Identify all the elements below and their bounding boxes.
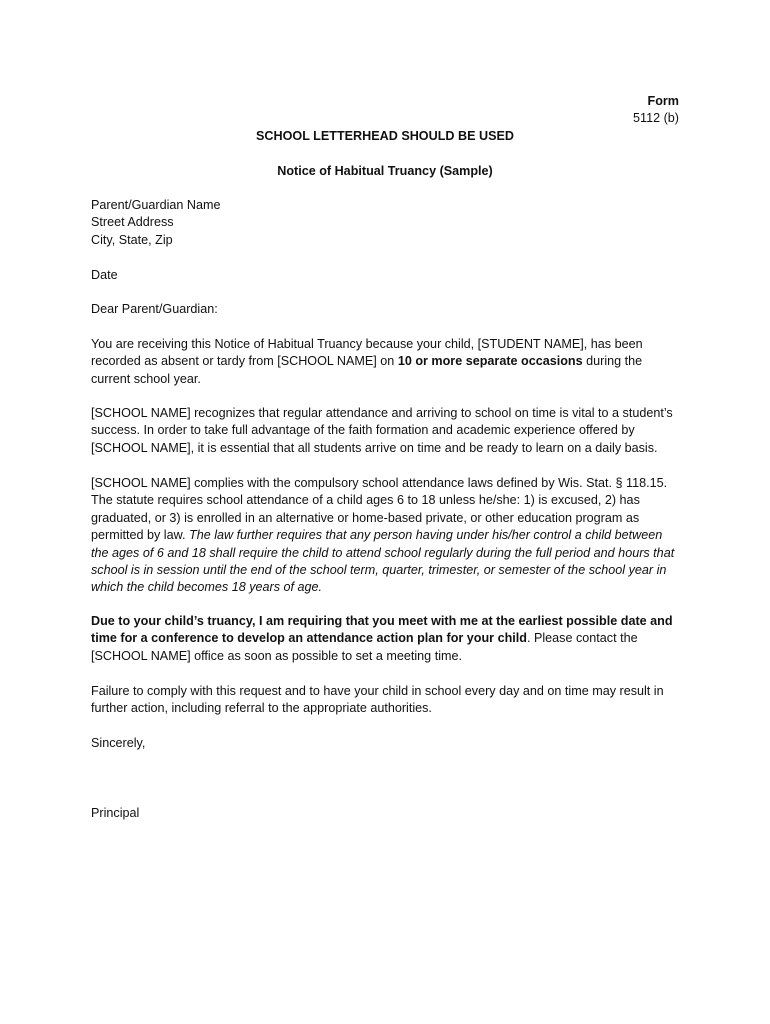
recipient-address <box>91 197 683 249</box>
letterhead-note: SCHOOL LETTERHEAD SHOULD BE USED <box>256 129 514 143</box>
recipient-street: Street Address <box>91 215 174 230</box>
closing: Sincerely, <box>91 736 146 750</box>
paragraph-meeting-bold: Due to your child’s truancy, I am requiring that you meet with me at the earliest possible date and time for a conference to develop an attendance action plan for your child <box>91 614 673 646</box>
signature-title: Principal <box>91 806 140 820</box>
salutation: Dear Parent/Guardian: <box>91 302 218 316</box>
paragraph-notice-bold: 10 or more separate occasions <box>397 354 583 369</box>
form-number: 5112 (b) <box>633 111 679 126</box>
paragraph-notice <box>91 336 683 388</box>
paragraph-notice-text-a: You are receiving this Notice of Habitual Truancy because your child, [STUDENT NAME], has been recorded as absent or tardy from [SCHOOL NAME] on <box>91 337 643 369</box>
paragraph-meeting-text: . Please contact the [SCHOOL NAME] office as soon as possible to set a meeting time. <box>91 631 638 663</box>
recipient-name: Parent/Guardian Name <box>91 198 221 212</box>
form-label <box>633 93 679 128</box>
paragraph-notice-text-b: during the current school year. <box>91 354 643 386</box>
paragraph-meeting <box>91 613 683 665</box>
letter-date: Date <box>91 268 118 282</box>
paragraph-attendance: [SCHOOL NAME] recognizes that regular attendance and arriving to school on time is vital to a student’s success. In order to take full advantage of the faith formation and academic experience offered by [SCHOOL NAME], it is essential that all students arrive on time and be ready to learn on a daily basis. <box>91 406 673 455</box>
paragraph-statute-text: [SCHOOL NAME] complies with the compulsory school attendance laws defined by Wis. Stat. § 118.15. The statute requires school attendance of a child ages 6 to 18 unless he/she: 1) is excused, 2) has graduated, or 3) is enrolled in an alternative or home-based private, or other education program as permitted by law. <box>91 476 668 543</box>
notice-title: Notice of Habitual Truancy (Sample) <box>277 164 493 178</box>
paragraph-consequences: Failure to comply with this request and to have your child in school every day and on time may result in further action, including referral to the appropriate authorities. <box>91 684 664 716</box>
form-title: Form <box>647 94 679 108</box>
paragraph-statute <box>91 475 683 597</box>
recipient-city: City, State, Zip <box>91 232 173 247</box>
paragraph-statute-italic: The law further requires that any person having under his/her control a child between the ages of 6 and 18 shall require the child to attend school regularly during the full period and hours that school is in session until the end of the school term, quarter, trimester, or semester of the school year in which the child becomes 18 years of age. <box>91 528 675 595</box>
